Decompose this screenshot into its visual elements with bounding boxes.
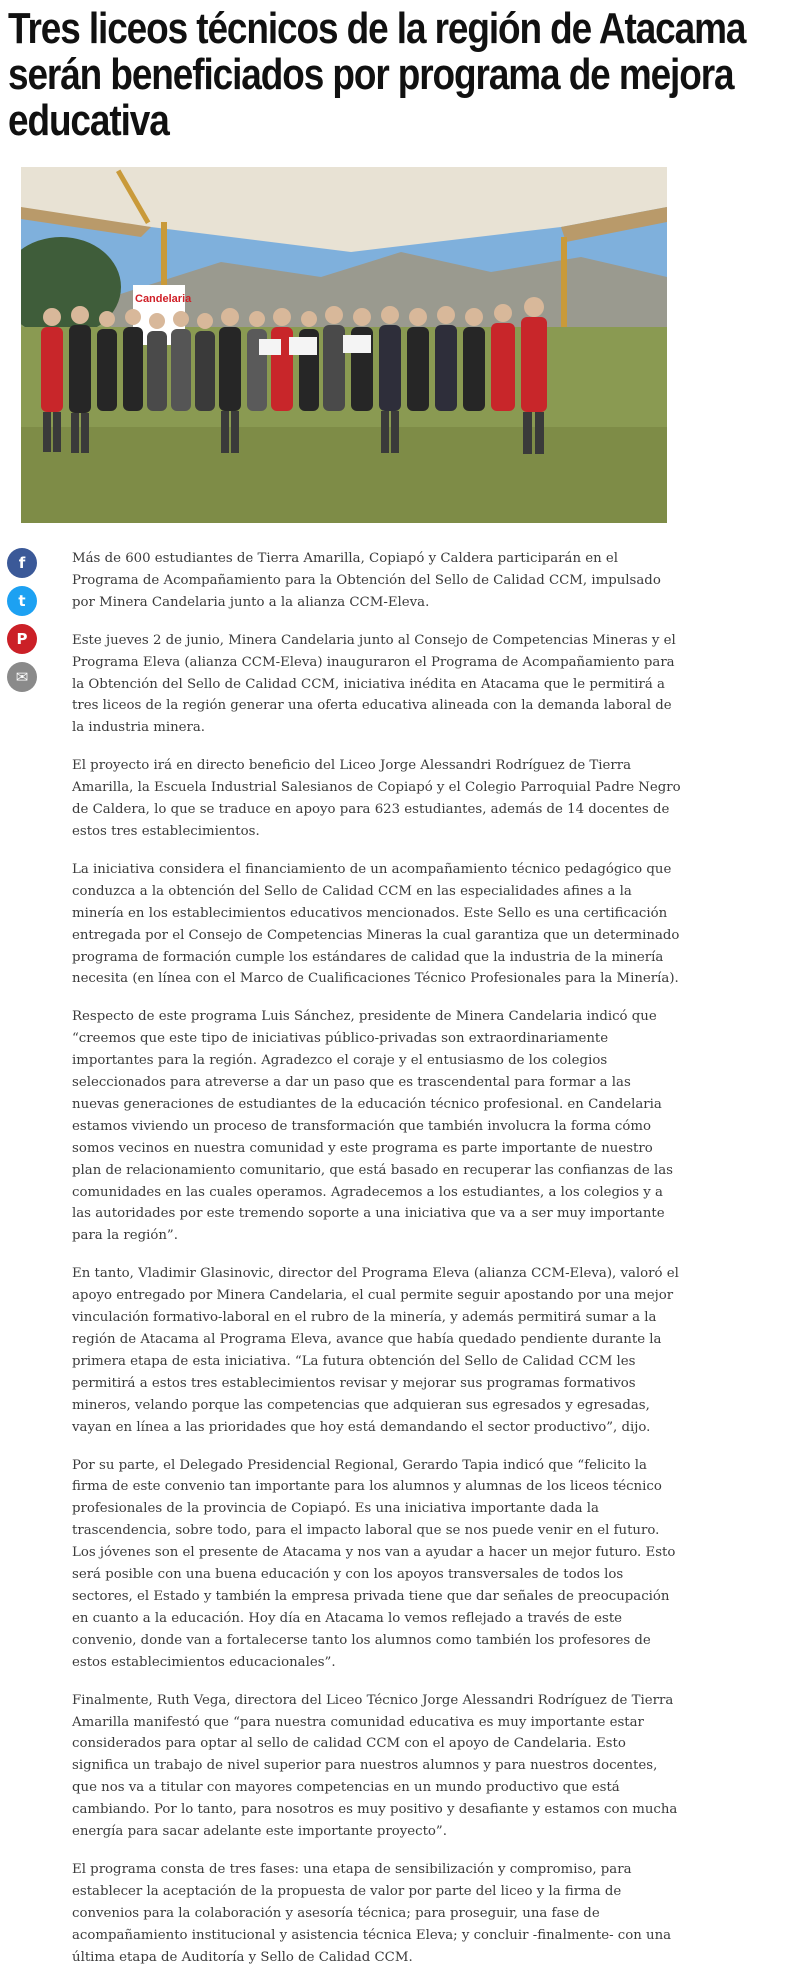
article-title: Tres liceos técnicos de la región de Atacama serán beneficiados por programa de mejora educativa [8,4,746,145]
article-photo [21,167,667,523]
twitter-share-button[interactable] [7,586,37,616]
article-paragraph: Más de 600 estudiantes de Tierra Amarilla, Copiapó y Caldera participarán en el Programa de Acompañamiento para la Obtención del Sello de Calidad CCM, impulsado por Minera Candelaria junto a la alianza CCM-Eleva. [72,551,661,610]
article-paragraph: El proyecto irá en directo beneficio del Liceo Jorge Alessandri Rodríguez de Tierra Amarilla, la Escuela Industrial Salesianos de Copiapó y el Colegio Parroquial Padre Negro de Caldera, lo que se traduce en apoyo para 623 estudiantes, además de 14 docentes de estos tres establecimientos. [72,758,681,839]
article-paragraph: Este jueves 2 de junio, Minera Candelaria junto al Consejo de Competencias Mineras y el Programa Eleva (alianza CCM-Eleva) inauguraron el Programa de Acompañamiento para la Obtención del Sello de Calidad CCM, iniciativa inédita en Atacama que le permitirá a tres liceos de la región generar una oferta educativa alineada con la demanda laboral de la industria minera. [72,632,676,736]
banner-text: Candelaria [135,293,192,305]
article-paragraph: Finalmente, Ruth Vega, directora del Liceo Técnico Jorge Alessandri Rodríguez de Tierra Amarilla manifestó que “para nuestra comunidad educativa es muy importante estar considerados para optar al sello de calidad CCM con el apoyo de Candelaria. Esto significa un trabajo de nivel superior para nuestros alumnos y para nuestros docentes, que nos va a titular con mayores competencias en un mundo productivo que está cambiando. Por lo tanto, para nosotros es muy positivo y desafiante y estamos con mucha energía para sacar adelante este importante proyecto”. [72,1692,678,1840]
pinterest-share-button[interactable] [7,624,37,654]
twitter-icon: t [18,592,26,610]
facebook-icon: f [18,554,26,572]
share-bar [7,548,39,700]
article-paragraph: Respecto de este programa Luis Sánchez, presidente de Minera Candelaria indicó que “creemos que este tipo de iniciativas público-privadas son extraordinariamente importantes para la región. Agradezco el coraje y el entusiasmo de los colegios seleccionados para atreverse a dar un paso que es trascendental para formar a las nuevas generaciones de estudiantes de la educación técnico profesional. en Candelaria estamos viviendo un proceso de transformación que también involucra la forma cómo somos vecinos en nuestra comunidad y este programa es parte importante de nuestro plan de relacionamiento comunitario, que está basado en recuperar las confianzas de las comunidades en las cuales operamos. Agradecemos a los estudiantes, a los colegios y a las autoridades por este tremendo soporte a una iniciativa que va a ser muy importante para la región”. [72,1009,673,1244]
article-paragraph: En tanto, Vladimir Glasinovic, director del Programa Eleva (alianza CCM-Eleva), valoró el apoyo entregado por Minera Candelaria, el cual permite seguir apostando por una mejor vinculación formativo-laboral en el rubro de la minería, y además permitirá sumar a la región de Atacama al Programa Eleva, avance que había quedado pendiente durante la primera etapa de esta iniciativa. “La futura obtención del Sello de Calidad CCM les permitirá a estos tres establecimientos revisar y mejorar sus programas formativos mineros, velando porque las competencias que adquieran sus egresados y egresadas, vayan en línea a las prioridades que hoy está demandando el sector productivo”, dijo. [72,1266,679,1435]
article-paragraph: La iniciativa considera el financiamiento de un acompañamiento técnico pedagógico que conduzca a la obtención del Sello de Calidad CCM en las especialidades afines a la minería en los establecimientos educativos mencionados. Este Sello es una certificación entregada por el Consejo de Competencias Mineras la cual garantiza que un determinado programa de formación cumple los estándares de calidad que la industria de la minería necesita (en línea con el Marco de Cualificaciones Técnico Profesionales para la Minería). [72,861,680,987]
email-share-button[interactable] [7,662,37,692]
article-body [72,548,682,1984]
group-photo-illustration [21,167,667,523]
facebook-share-button[interactable] [7,548,37,578]
pinterest-icon: P [16,630,28,648]
article-paragraph: Por su parte, el Delegado Presidencial Regional, Gerardo Tapia indicó que “felicito la firma de este convenio tan importante para los alumnos y alumnas de los liceos técnico profesionales de la provincia de Copiapó. Es una iniciativa importante dada la trascendencia, sobre todo, para el impacto laboral que se nos puede venir en el futuro. Los jóvenes son el presente de Atacama y nos van a ayudar a hacer un mejor futuro. Esto será posible con una buena educación y con los apoyos transversales de todos los sectores, el Estado y también la empresa privada tiene que dar señales de preocupación en cuanto a la educación. Hoy día en Atacama lo vemos reflejado a través de este convenio, donde van a fortalecerse tanto los alumnos como también los profesores de estos establecimientos educacionales”. [72,1457,676,1670]
email-icon: ✉ [15,668,29,686]
article-paragraph: El programa consta de tres fases: una etapa de sensibilización y compromiso, para establecer la aceptación de la propuesta de valor por parte del liceo y la firma de convenios para la colaboración y asesoría técnica; para proseguir, una fase de acompañamiento institucional y asistencia técnica Eleva; y concluir -finalmente- con una última etapa de Auditoría y Sello de Calidad CCM. [72,1861,672,1965]
